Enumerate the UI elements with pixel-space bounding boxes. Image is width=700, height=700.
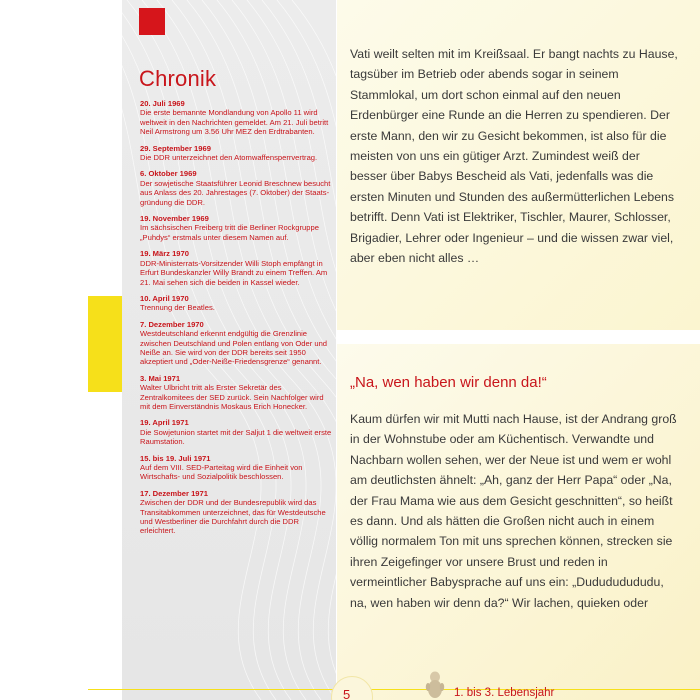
chronik-entry [140,144,332,163]
paragraph-bottom: Kaum dürfen wir mit Mutti nach Hause, ist der Andrang groß in der Wohnstube oder am Küchentisch. Verwandte und Nachbarn wollen sehen, wer der Neue ist und wem er wohl am deutlichsten ähnelt: „Ah, ganz der Herr Papa“ oder „Na, der Frau Mama wie aus dem Gesicht geschnitten“, so heißt es dann. Und als hätten die Großen nicht auch in einem völlig normalem Ton mit uns sprechen können, strecken sie ihren Zeigefinger vor unsere Brust und reden in vermeintlicher Babysprache auf uns ein: „Dudududududu, na, wen haben wir denn da?“ Wir lachen, quieken oder [350,412,677,610]
chronik-entry-text: Die DDR unterzeichnet den Atomwaffensperrvertrag. [140,153,318,163]
chronik-entry [140,320,332,367]
chronik-entry-date: 17. Dezember 1971 [140,488,208,498]
chronik-list [140,99,332,543]
chronik-entry-text: Der sowjetische Staatsführer Leonid Breschnew besucht aus Anlass des 20. Jahrestages (7. Oktober) der Staatsgründung die DDR. [140,178,331,207]
chronik-entry-date: 15. bis 19. Juli 1971 [140,453,211,463]
chronik-entry-text: Walter Ulbricht tritt als Erster Sekretär des Zentralkomitees der SED zurück. Sein Nachfolger wird mit dem Einverständnis Moskaus Erich Honecker. [140,383,324,411]
chronik-entry-date: 7. Dezember 1970 [140,319,204,329]
chronik-entry-text: Die Sowjetunion startet mit der Saljut 1 die weltweit erste Raumstation. [140,427,332,447]
chronik-entry-text: Im sächsischen Freiberg tritt die Berliner Rockgruppe „Puhdys“ erstmals unter diesem Namen auf. [140,223,319,242]
yellow-accent-bar [88,296,122,392]
chronik-entry-date: 19. April 1971 [140,418,189,428]
chronik-entry-text: Westdeutschland erkennt endgültig die Grenzlinie zwischen Deutschland und Polen entlang von Oder und Neiße an. Sie wird von der DDR bereits seit 1950 akzeptiert und „Oder-Neiße-Friedensgrenze“ genannt. [140,329,328,367]
chronik-entry [140,249,332,287]
section-label: 1. bis 3. Lebensjahr [454,687,555,699]
chronik-entry [140,374,332,412]
chronik-entry-date: 29. September 1969 [140,143,211,153]
chronik-entry [140,294,332,313]
paragraph-top: Vati weilt selten mit im Kreißsaal. Er bangt nachts zu Hause, tagsüber im Betrieb oder abends sogar in seinem Stammlokal, um dort schon einmal auf den neuen Erdenbürger eine Runde an die Herren zu spendieren. Der erste Mann, den wir zu Gesicht bekommen, ist also für die meisten von uns ein gütiger Arzt. Zumindest weiß der besser über Babys Bescheid als Vati, jedenfalls was die ersten Minuten und Stunden des außermütterlichen Lebens betrifft. Denn Vati ist Elektriker, Tischler, Maurer, Schlosser, Brigadier, Lehrer oder Ingenieur – und die wissen zwar viel, aber eben nicht alles … [350,47,678,266]
baby-figure-icon [423,670,447,700]
chronik-entry [140,454,332,482]
quote-heading: „Na, wen haben wir denn da!“ [350,374,547,391]
chronik-entry-text: Zwischen der DDR und der Bundesrepublik wird das Transitabkommen unterzeichnet, das für Westdeutsche und Westberliner die Durchfahrt durch die DDR erleichtert. [140,498,326,536]
chronik-entry [140,489,332,536]
chronik-entry-date: 6. Oktober 1969 [140,169,197,179]
chronik-entry [140,214,332,242]
chronik-entry-text: Die erste bemannte Mondlandung von Apollo 11 wird weltweit in den Nachrichten gemeldet. Am 21. Juli betritt Neil Armstrong um 3.56 Uhr MEZ den Erdtrabanten. [140,108,329,137]
chronik-entry [140,99,332,137]
chronik-entry-date: 19. November 1969 [140,214,209,224]
chronik-entry-text: Auf dem VIII. SED-Parteitag wird die Einheit von Wirtschafts- und Sozialpolitik beschlossen. [140,463,303,482]
chronik-entry [140,418,332,446]
red-accent-square [139,8,165,35]
chronik-title: Chronik [139,66,217,91]
chronik-entry-date: 10. April 1970 [140,293,189,303]
chronik-entry-text: DDR-Ministerrats-Vorsitzender Willi Stoph empfängt in Erfurt Bundeskanzler Willy Brandt zu einem Treffen. Am 21. Mai sehen sich die beiden in Kassel wieder. [140,258,328,287]
chronik-entry [140,169,332,207]
chronik-entry-date: 20. Juli 1969 [140,99,185,108]
chronik-entry-date: 19. März 1970 [140,249,189,259]
chronik-entry-text: Trennung der Beatles. [140,303,215,313]
chronik-entry-date: 3. Mai 1971 [140,373,181,383]
footer-rule [88,689,700,690]
page-number: 5 [343,687,351,700]
